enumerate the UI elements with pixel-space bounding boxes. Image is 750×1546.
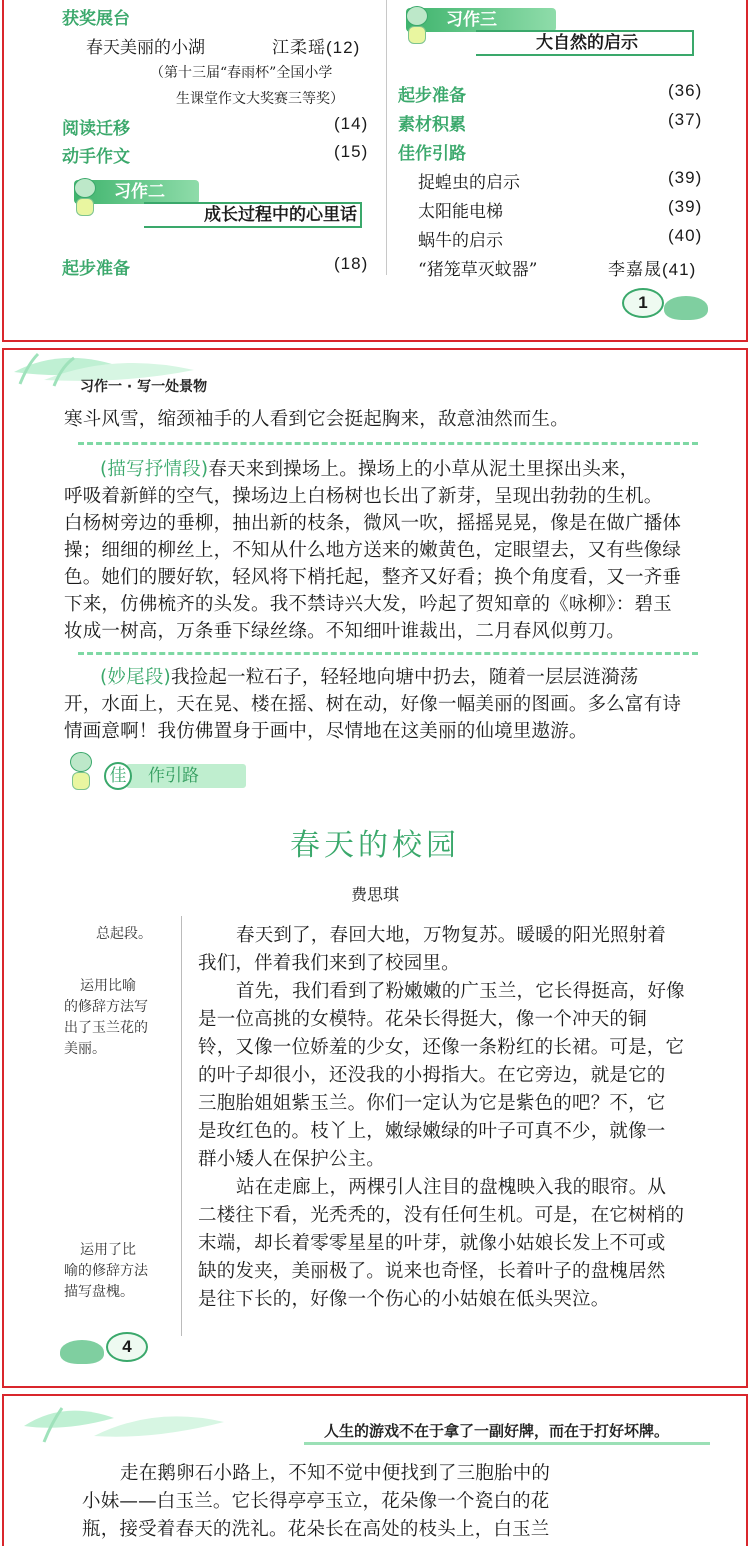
page-number: 4 [106,1332,148,1362]
girl-mascot-icon [64,750,96,794]
text-line: 情画意啊！我仿佛置身于画中，尽情地在这美丽的仙境里遨游。 [64,721,588,742]
toc-entry-label[interactable]: 佳作引路 [398,144,466,164]
toc-entry-page: (39) [668,197,703,216]
text-line: 走在鹅卵石小路上，不知不觉中便找到了三胞胎中的 [120,1463,551,1484]
header-quote: 人生的游戏不在于拿了一副好牌，而在于打好坏牌。 [324,1422,670,1440]
toc-entry-label[interactable]: 起步准备 [398,86,466,106]
toc-handson-label[interactable]: 动手作文 [62,147,130,167]
girl-mascot-icon [400,4,432,48]
section-title: 大自然的启示 [476,30,694,56]
margin-note: 美丽。 [64,1041,106,1057]
section-plate: 习作二 [74,180,199,204]
guide-label: 作引路 [126,764,246,788]
page-panel-5 [2,1394,748,1546]
toc-entry-label[interactable]: 捉蝗虫的启示 [418,173,520,193]
margin-note: 出了玉兰花的 [64,1020,148,1036]
text-line: 呼吸着新鲜的空气，操场边上白杨树也长出了新芽，呈现出勃勃的生机。 [64,486,663,507]
note-divider [181,916,182,1336]
text-line: 是往下长的，好像一个伤心的小姑娘在低头哭泣。 [198,1289,610,1310]
essay-title: 春天的校园 [290,828,460,863]
text-line: 是一位高挑的女模特。花朵长得挺大，像一个冲天的铜 [198,1009,647,1030]
toc-reading-label[interactable]: 阅读迁移 [62,119,130,139]
text-line: 寒斗风雪，缩颈袖手的人看到它会挺起胸来，敌意油然而生。 [64,409,569,430]
text-line: 二楼往下看，光秃秃的，没有任何生机。可是，在它树梢的 [198,1205,685,1226]
text-line: 春天来到操场上。操场上的小草从泥土里探出头来， [208,459,639,480]
page-header [4,350,746,395]
text-line: 缺的发夹，美丽极了。说来也奇怪，长着叶子的盘槐居然 [198,1261,666,1282]
page-panel-4 [2,348,748,1388]
toc-entry-label[interactable]: 蜗牛的启示 [418,231,503,251]
text-line: 是玫红色的。枝丫上，嫩绿嫩绿的叶子可真不少，就像一 [198,1121,666,1142]
toc-handson-page: (15) [334,142,369,161]
text-line: 下来，仿佛梳齐的头发。我不禁诗兴大发，吟起了贺知章的《咏柳》：碧玉 [64,594,672,615]
section-banner-3[interactable] [406,8,696,53]
dashed-divider [78,652,698,655]
toc-prep-label[interactable]: 起步准备 [62,259,130,279]
award-note: （第十三届“春雨杯”全国小学 [150,65,333,81]
text-line: 我们，伴着我们来到了校园里。 [198,953,460,974]
toc-prep-page: (18) [334,254,369,273]
text-line: 我捡起一粒石子，轻轻地向塘中扔去，随着一层层涟漪荡 [170,667,639,688]
toc-entry-page: (39) [668,168,703,187]
margin-note: 总起段。 [96,926,152,942]
toc-entry-page: 李嘉晟(41) [608,260,697,279]
para-tag: (描写抒情段) [100,459,209,480]
text-line: 色。她们的腰好软，轻风将下梢托起，整齐又好看；换个角度看，又一齐垂 [64,567,682,588]
running-header: 习作一 · 写一处景物 [80,379,208,395]
margin-note: 运用了比 [80,1242,136,1258]
text-line: 末端，却长着零零星星的叶芽，就像小姑娘长发上不可或 [198,1233,666,1254]
leaf-decoration-icon [4,1396,304,1448]
page-number: 1 [622,288,664,318]
text-line: 的叶子却很小，还没我的小拇指大。在它旁边，就是它的 [198,1065,666,1086]
dashed-divider [78,442,698,445]
girl-mascot-icon [68,176,100,220]
text-line: 三胞胎姐姐紫玉兰。你们一定认为它是紫色的吧？不，它 [198,1093,666,1114]
margin-note: 喻的修辞方法 [64,1263,148,1279]
text-line: 站在走廊上，两棵引人注目的盘槐映入我的眼帘。从 [236,1177,667,1198]
margin-note: 运用比喻 [80,978,136,994]
toc-entry-label[interactable]: “猪笼草灭蚊器” [418,260,538,280]
award-note: 生课堂作文大奖赛三等奖） [176,91,344,107]
text-line: 小妹——白玉兰。它长得亭亭玉立，花朵像一个瓷白的花 [82,1491,550,1512]
text-line: 春天到了，春回大地，万物复苏。暖暖的阳光照射着 [236,925,667,946]
toc-entry-page: (36) [668,81,703,100]
text-line: 白杨树旁边的垂柳，抽出新的枝条，微风一吹，摇摇晃晃，像是在做广播体 [64,513,682,534]
text-line: 群小矮人在保护公主。 [198,1149,386,1170]
text-line: 操；细细的柳丝上，不知从什么地方送来的嫩黄色，定眼望去，又有些像绿 [64,540,682,561]
guide-char: 佳 [104,762,132,790]
text-line: 妆成一树高，万条垂下绿丝绦。不知细叶谁裁出，二月春风似剪刀。 [64,621,626,642]
toc-entry-page: (37) [668,110,703,129]
toc-entry-author-page: 江柔瑶(12) [272,38,361,57]
toc-reading-page: (14) [334,114,369,133]
margin-note: 描写盘槐。 [64,1284,134,1300]
margin-note: 的修辞方法写 [64,999,148,1015]
seal-mascot-icon [664,296,708,320]
text-line: 瓶，接受着春天的洗礼。花朵长在高处的枝头上，白玉兰 [82,1519,550,1540]
section-title: 成长过程中的心里话 [144,202,362,228]
award-heading: 获奖展台 [62,9,130,29]
section-banner-2[interactable] [74,180,364,225]
toc-entry-label[interactable]: 太阳能电梯 [418,202,503,222]
para-tag: (妙尾段) [100,667,171,688]
section-plate: 习作三 [406,8,556,32]
toc-entry-page: (40) [668,226,703,245]
essay-author: 费思琪 [350,885,399,904]
text-line: 首先，我们看到了粉嫩嫩的广玉兰，它长得挺高，好像 [236,981,685,1002]
toc-entry-label[interactable]: 素材积累 [398,115,466,135]
seal-mascot-icon [60,1340,104,1364]
text-line: 铃，又像一位娇羞的少女，还像一条粉红的长裙。可是，它 [198,1037,685,1058]
toc-panel [2,0,748,342]
column-divider [386,0,387,275]
text-line: 开，水面上，天在晃、楼在摇、树在动，好像一幅美丽的图画。多么富有诗 [64,694,682,715]
quote-underline [304,1442,710,1445]
toc-entry-title[interactable]: 春天美丽的小湖 [86,38,205,58]
